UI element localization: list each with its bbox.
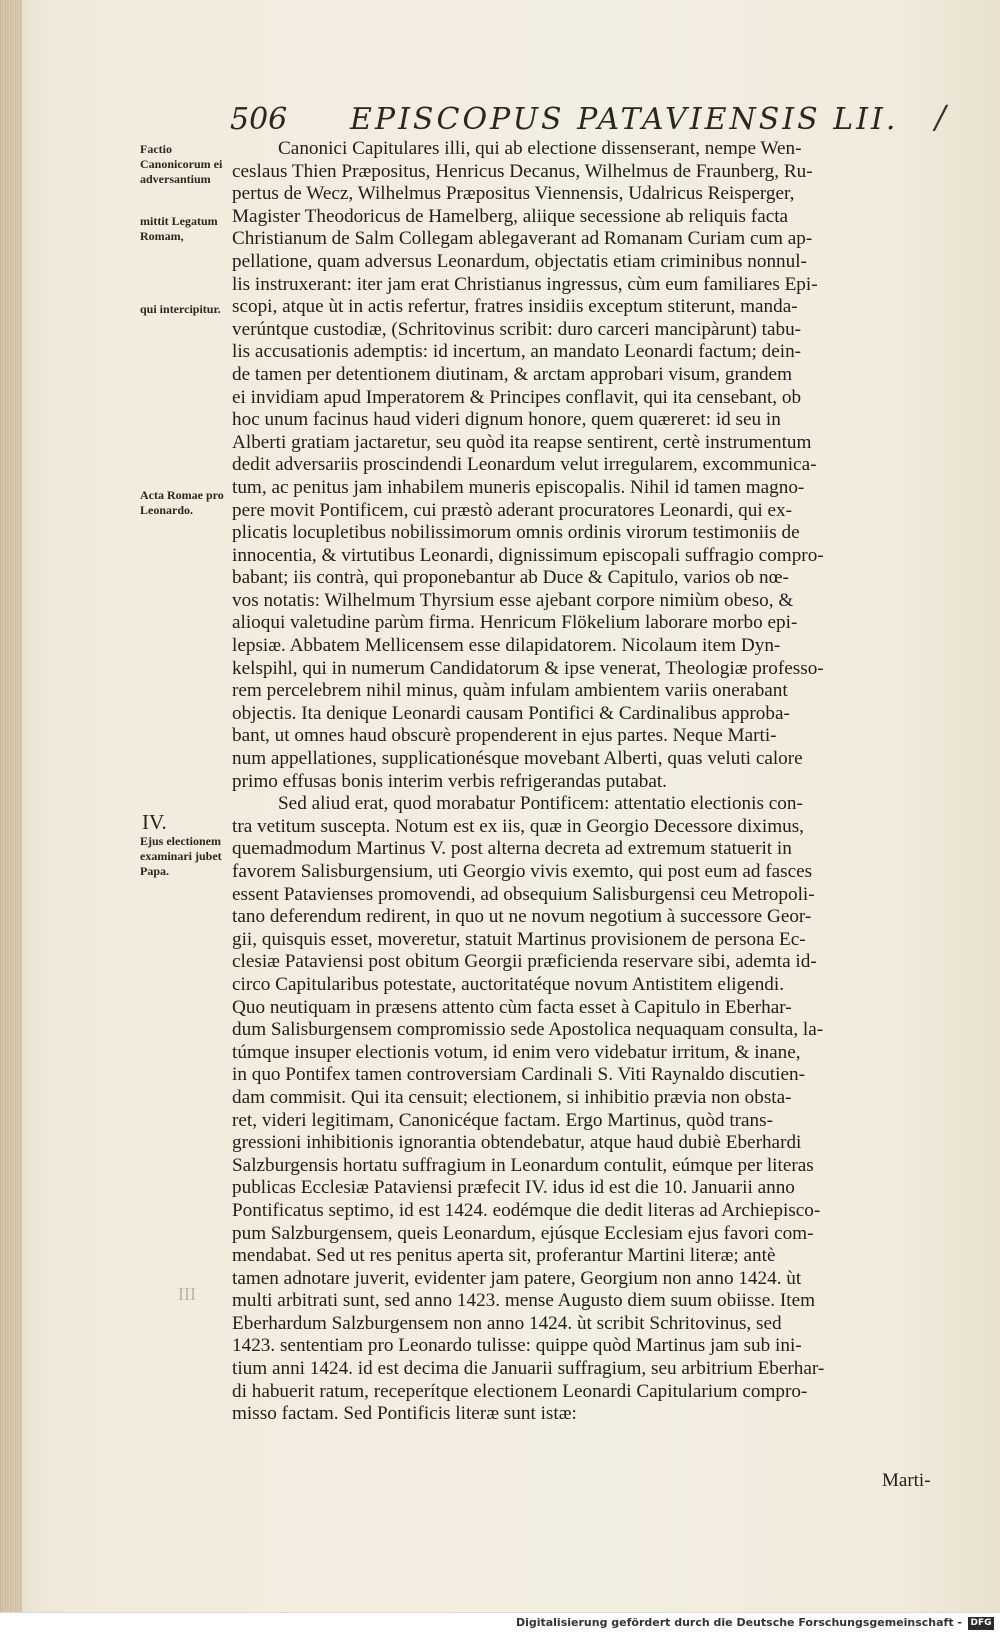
text-line: alioqui valetudine parùm firma. Henricum Flökelium laborare morbo epi- (232, 612, 798, 634)
text-line: dum Salisburgensem compromissio sede Apostolica nequaquam consulta, la- (232, 1019, 824, 1041)
text-line: innocentia, & virtutibus Leonardi, dignissimum episcopali suffragio compro- (232, 544, 824, 566)
text-line: Quo neutiquam in præsens attento cùm facta esset à Capitulo in Eberhar- (232, 996, 792, 1018)
text-line: Alberti gratiam jactaretur, seu quòd ita reapse sentirent, certè instrumentum (232, 431, 812, 453)
text-line: Magister Theodoricus de Hamelberg, aliique secessione ab reliquis facta (232, 205, 789, 227)
margin-note-electionem: Ejus electionem examinari jubet Papa. (140, 834, 222, 878)
running-title: EPISCOPUS PATAVIENSIS LII. (350, 102, 899, 137)
text-line: favorem Salisburgensium, uti Georgio vivis exemto, qui post eum ad fasces (232, 861, 813, 882)
text-line: multi arbitrati sunt, sed anno 1423. mense Augusto diem suum obiisse. Item (232, 1290, 816, 1312)
text-line: publicas Ecclesiæ Pataviensi præfecit IV. idus id est die 10. Januarii anno (232, 1177, 795, 1199)
text-line: bant, ut omnes haud obscurè propenderent in ejus partes. Neque Marti- (232, 725, 777, 747)
text-line: mendabat. Sed ut res penitus aperta sit, proferantur Martini literæ; antè (232, 1245, 776, 1267)
text-line: quemadmodum Martinus V. post alterna decreta ad extremum statuerit in (232, 838, 792, 860)
text-line: essent Patavienses promovendi, ad obsequium Salisburgensi ceu Metropoli- (232, 883, 815, 905)
text-line: verúntque custodiæ, (Schritovinus scribit: duro carceri mancipàrunt) tabu- (232, 318, 802, 340)
text-line: de tamen per detentionem diutinam, & arctam approbari visum, grandem (232, 363, 792, 385)
text-line: tra vetitum suscepta. Notum est ex iis, quæ in Georgio Decessore diximus, (232, 815, 804, 837)
text-line: tamen adnotare juverit, evidenter jam patere, Georgium non anno 1424. ùt (232, 1267, 802, 1289)
text-line: hoc unum facinus haud videri dignum honore, quem quæreret: id seu in (232, 409, 781, 431)
section-numeral: IV. (142, 810, 167, 834)
main-text-block (232, 138, 942, 1426)
text-line: pum Salzburgensem, queis Leonardum, ejúsque Ecclesiam ejus favori com- (232, 1222, 814, 1244)
text-line: Canonici Capitulares illi, qui ab electione dissenserant, nempe Wen- (278, 138, 802, 159)
text-line: primo effusas bonis interim verbis refrigerandas putabat. (232, 770, 667, 792)
text-line: clesiæ Pataviensi post obitum Georgii præficienda reservare sibi, ademta id- (232, 951, 817, 973)
text-line: pere movit Pontificem, cui præstò aderant procuratores Leonardi, qui ex- (232, 499, 792, 521)
text-line: in quo Pontifex tamen controversiam Cardinali S. Viti Raynaldo discutien- (232, 1064, 805, 1086)
text-line: pertus de Wecz, Wilhelmus Præpositus Viennensis, Udalricus Reisperger, (232, 183, 795, 205)
text-line: Pontificatus septimo, id est 1424. eodémque die dedit literas ad Archiepisco- (232, 1199, 821, 1221)
text-line: scopi, atque ùt in actis refertur, fratres insidiis exceptum stiterunt, manda- (232, 296, 798, 318)
page-number: 506 (230, 102, 288, 137)
margin-notes (140, 142, 230, 1442)
page-stack-edge (0, 0, 22, 1612)
text-line: lepsiæ. Abbatem Mellicensem esse dilapidatorem. Nicolaum item Dyn- (232, 635, 781, 657)
text-line: túmque insuper electionis votum, id enim vero videbatur irritum, & inane, (232, 1041, 801, 1063)
text-line: lis accusationis ademptis: id incertum, an mandato Leonardi factum; dein- (232, 341, 802, 363)
text-line: dam commisit. Qui ita censuit; electionem, si inhibitio prævia non obsta- (232, 1086, 792, 1108)
text-line: misso factam. Sed Pontificis literæ sunt istæ: (232, 1403, 577, 1425)
text-line: ret, videri legitimam, Canonicéque factam. Ergo Martinus, quòd trans- (232, 1109, 774, 1131)
footer-bar (0, 1612, 1000, 1635)
text-line: ceslaus Thien Præpositus, Henricus Decanus, Wilhelmus de Fraunberg, Ru- (232, 160, 813, 182)
text-line: gressioni inhibitionis ignorantia obtendebatur, atque haud dubiè Eberhardi (232, 1132, 802, 1154)
margin-note-acta-romae: Acta Romae pro Leonardo. (140, 488, 224, 517)
text-line: dedit adversariis proscindendi Leonardum velut irregularem, excommunica- (232, 454, 817, 476)
text-line: plicatis locupletibus nobilissimorum omnis ordinis virorum testimoniis de (232, 522, 800, 544)
funding-credit: Digitalisierung gefördert durch die Deutsche Forschungsgemeinschaft - (515, 1616, 962, 1629)
text-line: di habuerit ratum, receperítque electionem Leonardi Capitularium compro- (232, 1380, 808, 1402)
text-line: babant; iis contrà, qui proponebantur ab Duce & Capitulo, varios ob nœ- (232, 567, 789, 589)
bleed-through-mark: III (178, 1284, 196, 1304)
corner-mark: / (935, 98, 946, 136)
margin-note-legatum: mittit Legatum Romam, (140, 214, 218, 243)
margin-note-factio: Factio Canonicorum ei adversantium (140, 142, 223, 186)
text-line: ei invidiam apud Imperatorem & Principes conflavit, qui ita censebant, ob (232, 386, 802, 408)
text-line: Christianum de Salm Collegam ablegaverant ad Romanam Curiam cum ap- (232, 228, 813, 250)
text-line: num appellationes, supplicationésque movebant Alberti, quas veluti calore (232, 748, 803, 770)
text-line: Salzburgensis hortatu suffragium in Leonardum contulit, eúmque per literas (232, 1154, 814, 1176)
text-line: objectis. Ita denique Leonardi causam Pontifici & Cardinalibus approba- (232, 702, 790, 724)
text-line: pellatione, quam adversus Leonardum, objectatis etiam criminibus nonnul- (232, 250, 807, 272)
text-line: Sed aliud erat, quod morabatur Pontificem: attentatio electionis con- (278, 793, 803, 815)
text-line: circo Capitularibus potestate, auctoritatéque novum Antistitem eligendi. (232, 973, 785, 995)
margin-note-intercipitur: qui intercipitur. (140, 302, 221, 316)
text-line: Eberhardum Salzburgensem non anno 1424. ùt scribit Schritovinus, sed (232, 1312, 782, 1334)
text-line: gii, quisquis esset, moveretur, statuit Martinus provisionem de persona Ec- (232, 928, 806, 950)
catchword: Marti- (882, 1470, 931, 1491)
text-line: lis instruxerant: iter jam erat Christianus ingressus, cùm eum familiares Epi- (232, 273, 818, 295)
text-line: tium anni 1424. id est decima die Januarii suffragium, seu arbitrium Eberhar- (232, 1358, 825, 1380)
text-line: vos notatis: Wilhelmum Thyrsium esse ajebant corpore nimiùm obeso, & (232, 589, 794, 611)
text-line: tum, ac penitus jam inhabilem muneris episcopalis. Nihil id tamen magno- (232, 476, 805, 498)
text-line: rem percelebrem nihil minus, quàm infulam ambientem variis onerabant (232, 680, 788, 702)
text-line: tano deferendum redirent, in quo ut ne novum negotium à successore Geor- (232, 906, 812, 928)
text-line: kelspihl, qui in numerum Candidatorum & ipse venerat, Theologiæ professo- (232, 657, 824, 679)
dfg-logo: DFG (968, 1617, 994, 1630)
text-line: 1423. sententiam pro Leonardo tulisse: quippe quòd Martinus jam sub ini- (232, 1335, 802, 1357)
